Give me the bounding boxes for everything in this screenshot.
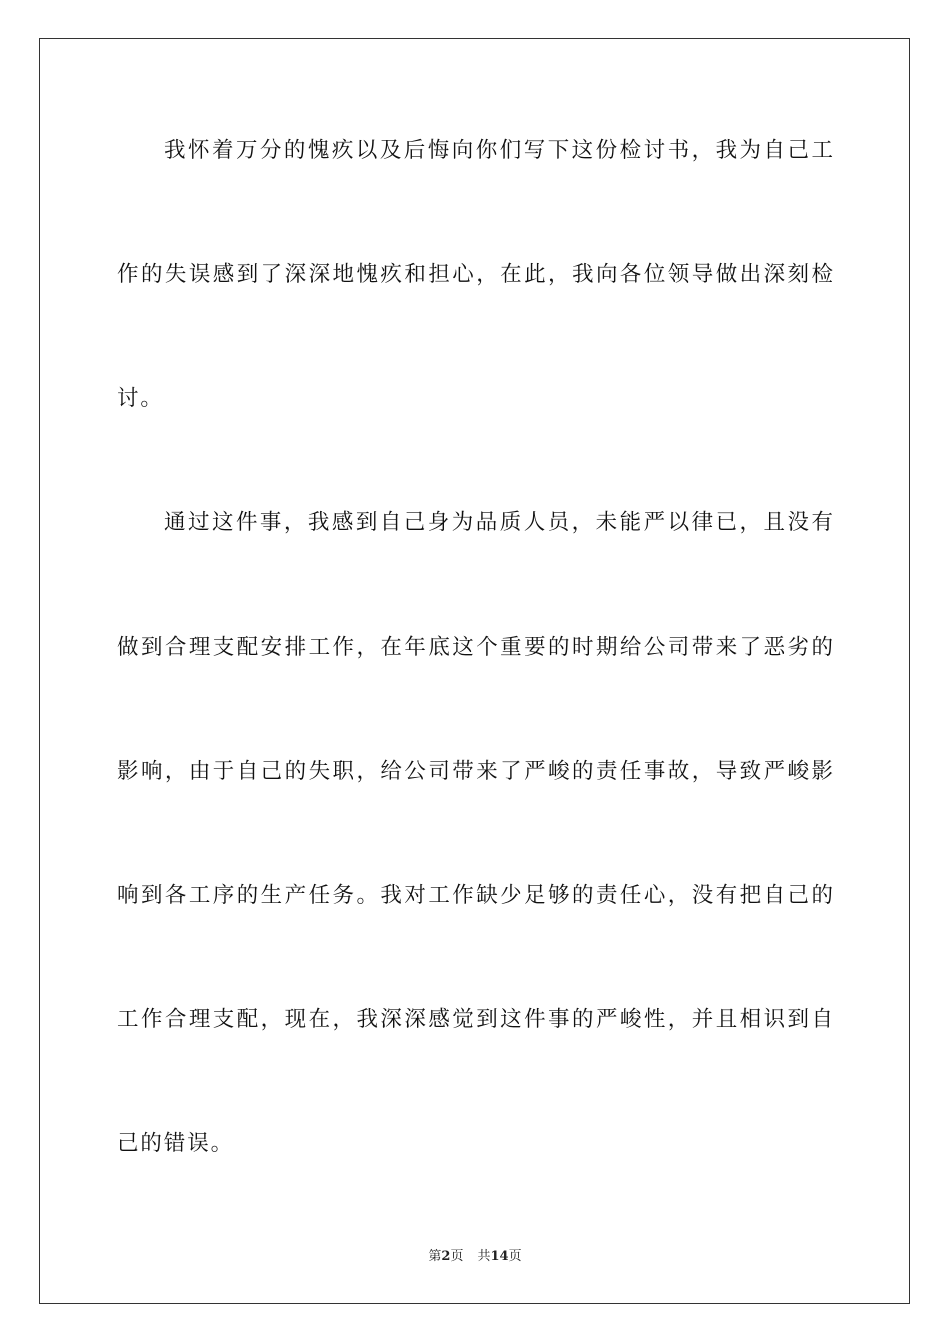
paragraph-1-line-1: 我怀着万分的愧疚以及后悔向你们写下这份检讨书，我为自己工: [164, 138, 833, 163]
paragraph-2-line-1: 通过这件事，我感到自己身为品质人员，未能严以律已，且没有: [164, 510, 833, 535]
total-pages: 14: [490, 1249, 509, 1264]
page-footer: [0, 1248, 950, 1266]
page-number: 2: [441, 1249, 451, 1264]
total-prefix: 共: [477, 1249, 491, 1264]
paragraph-2-line-3: 影响，由于自己的失职，给公司带来了严峻的责任事故，导致严峻影: [117, 759, 833, 784]
paragraph-2-line-6: 己的错误。: [117, 1131, 235, 1156]
paragraph-1-line-3: 讨。: [117, 386, 164, 411]
total-suffix: 页: [508, 1249, 522, 1264]
page-prefix: 第: [428, 1249, 442, 1264]
page-frame: [39, 38, 910, 1304]
paragraph-2-line-5: 工作合理支配，现在，我深深感觉到这件事的严峻性，并且相识到自: [117, 1007, 833, 1032]
paragraph-2-line-2: 做到合理支配安排工作，在年底这个重要的时期给公司带来了恶劣的: [117, 635, 833, 660]
page-suffix: 页: [450, 1249, 464, 1264]
paragraph-1-line-2: 作的失误感到了深深地愧疚和担心，在此，我向各位领导做出深刻检: [117, 262, 833, 287]
paragraph-2-line-4: 响到各工序的生产任务。我对工作缺少足够的责任心，没有把自己的: [117, 883, 833, 908]
